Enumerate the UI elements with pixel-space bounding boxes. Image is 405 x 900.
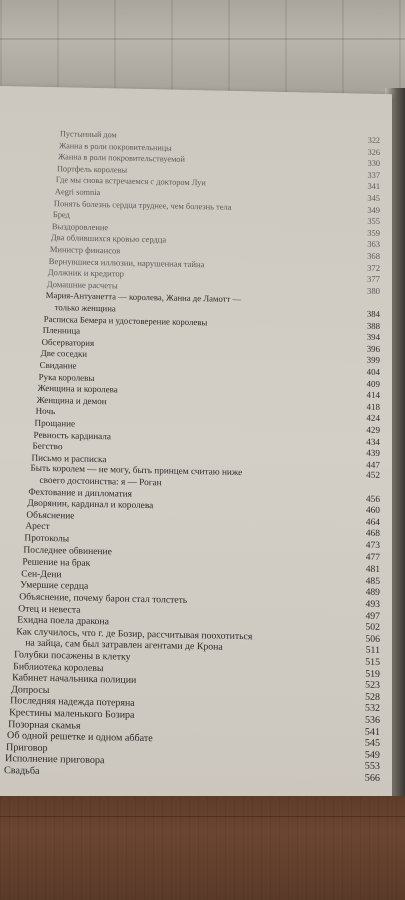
toc-entry-page: 485 bbox=[365, 575, 380, 587]
toc-entry-page: 380 bbox=[367, 285, 380, 296]
toc-entry-title: Последнее обвинение bbox=[23, 545, 112, 557]
toc-entry-title: Кабинет начальника полиции bbox=[12, 672, 137, 687]
toc-entry-page: 349 bbox=[367, 205, 380, 215]
toc-entry-title: Дворянин, кардинал и королева bbox=[27, 498, 154, 512]
toc-entry-page: 549 bbox=[364, 749, 380, 761]
toc-entry bbox=[4, 765, 380, 784]
toc-entry-title: Библиотека королевы bbox=[13, 660, 104, 674]
toc-entry-page: 394 bbox=[366, 331, 380, 343]
toc-entry-page: 566 bbox=[364, 772, 380, 784]
toc-entry-title: Министр финансов bbox=[49, 244, 121, 256]
toc-entry-page: 511 bbox=[365, 645, 380, 657]
toc-entry-title: Свадьба bbox=[4, 765, 40, 777]
toc-entry-title: Пустынный дом bbox=[60, 129, 117, 140]
wooden-surface-top bbox=[0, 0, 405, 96]
toc-entry-page: 545 bbox=[364, 737, 380, 750]
toc-entry-title: Две соседки bbox=[40, 348, 88, 360]
toc-entry-page: 368 bbox=[367, 250, 380, 261]
toc-entry-title: Где мы снова встречаемся с доктором Луи bbox=[55, 175, 206, 188]
toc-entry-title: Бегство bbox=[32, 440, 63, 452]
toc-entry bbox=[17, 614, 380, 634]
toc-entry-page: 363 bbox=[367, 239, 380, 250]
toc-entry-title: Понять болезнь сердца труднее, чем болезнь тела bbox=[53, 198, 232, 212]
toc-entry-title: Женщина и королева bbox=[37, 382, 118, 395]
toc-entry-title: Решение на брак bbox=[22, 556, 91, 570]
toc-entry-page: 493 bbox=[365, 598, 380, 610]
table-of-contents bbox=[0, 128, 385, 784]
toc-entry-title: Должник и кредитор bbox=[47, 267, 124, 279]
toc-entry-title: Пленница bbox=[42, 325, 81, 336]
toc-entry-page: 468 bbox=[365, 529, 380, 540]
toc-entry-page: 447 bbox=[366, 459, 380, 470]
toc-entry-page: 473 bbox=[365, 540, 380, 551]
toc-entry-page: 396 bbox=[366, 343, 380, 354]
toc-entry-page: 528 bbox=[365, 691, 380, 703]
toc-entry-page: 464 bbox=[365, 517, 380, 528]
toc-entry-page: 541 bbox=[364, 726, 380, 738]
toc-entry-title: Объяснение, почему барон стал толстеть bbox=[19, 591, 188, 606]
toc-entry-page: 384 bbox=[366, 308, 380, 319]
toc-entry-page: 523 bbox=[365, 679, 380, 692]
toc-entry-page: 460 bbox=[365, 505, 380, 517]
toc-entry-title: Позорная скамья bbox=[8, 718, 81, 732]
toc-entry-title: Ночь bbox=[35, 406, 56, 417]
toc-entry bbox=[28, 487, 380, 505]
toc-entry-page: 409 bbox=[366, 378, 380, 389]
toc-entry-page: 429 bbox=[366, 424, 380, 435]
toc-entry-title: Два облившихся кровью сердца bbox=[50, 232, 167, 245]
toc-entry-page: 372 bbox=[367, 262, 380, 273]
toc-entry-title: Aegri somnia bbox=[54, 187, 101, 198]
toc-entry-title: Приговор bbox=[6, 741, 48, 754]
toc-entry-page: 355 bbox=[367, 215, 380, 227]
toc-entry-page: 345 bbox=[367, 193, 380, 203]
toc-entry-title: Исполнение приговора bbox=[5, 753, 105, 767]
toc-entry-title: Жанна в роли покровительницы bbox=[58, 140, 172, 153]
toc-entry-title: Свидание bbox=[39, 359, 77, 371]
toc-entry-page: 377 bbox=[367, 273, 380, 285]
toc-entry-title: Домашние расчеты bbox=[46, 278, 118, 291]
toc-entry-title: Как случилось, что г. де Бозир, рассчитывая поохотиться bbox=[16, 626, 253, 643]
toc-entry-title: Умершие сердца bbox=[20, 579, 89, 593]
toc-entry-title: Бред bbox=[52, 209, 70, 220]
toc-entry-page: 337 bbox=[367, 170, 380, 180]
toc-entry bbox=[54, 187, 380, 203]
toc-entry-title: Протоколы bbox=[24, 533, 70, 545]
toc-entry-title: на зайца, сам был затравлен агентами де Крона bbox=[25, 637, 223, 654]
toc-entry-page: 434 bbox=[366, 436, 380, 447]
toc-entry-page: 388 bbox=[366, 320, 380, 331]
toc-entry-page: 502 bbox=[365, 621, 380, 634]
toc-entry-title: Мария-Антуанетта — королева, Жанна де Ламотт — bbox=[45, 290, 242, 305]
toc-entry-page: 489 bbox=[365, 587, 380, 599]
toc-entry-title: Отец и невеста bbox=[18, 602, 81, 616]
toc-entry-title: Голубки посажены в клетку bbox=[14, 649, 131, 663]
toc-entry-page: 424 bbox=[366, 413, 380, 424]
toc-entry-page: 452 bbox=[366, 471, 380, 482]
toc-entry-title: Сен-Дени bbox=[21, 568, 62, 581]
toc-entry-page: 330 bbox=[367, 158, 380, 169]
toc-entry-title: Рука королевы bbox=[38, 371, 95, 383]
toc-entry-title: Об одной решетке и одном аббате bbox=[7, 730, 153, 745]
toc-entry-title: Выздоровление bbox=[51, 220, 109, 233]
toc-entry-title: Ревность кардинала bbox=[33, 429, 111, 441]
toc-entry bbox=[16, 626, 380, 645]
toc-entry bbox=[60, 129, 380, 145]
toc-entry-title: Портфель королевы bbox=[56, 163, 128, 175]
toc-entry-title: Объяснение bbox=[26, 510, 75, 522]
toc-entry-title: Крестины маленького Бозира bbox=[9, 707, 135, 721]
toc-entry-title: Прощание bbox=[34, 417, 76, 429]
toc-entry-page: 532 bbox=[365, 703, 380, 715]
toc-entry-page: 553 bbox=[364, 761, 380, 773]
book-page bbox=[0, 86, 392, 806]
toc-entry-title: Расписка Бемера и удостоверение королевы bbox=[43, 313, 208, 327]
toc-entry-page: 359 bbox=[367, 227, 380, 238]
toc-entry-page: 536 bbox=[364, 714, 380, 726]
toc-entry-title: Быть королем — не могу, быть принцем считаю ниже bbox=[30, 464, 243, 479]
toc-entry-page: 341 bbox=[367, 182, 380, 192]
toc-entry-page: 515 bbox=[365, 656, 380, 668]
toc-entry-page: 414 bbox=[366, 389, 380, 401]
toc-entry-page: 418 bbox=[366, 401, 380, 412]
toc-entry bbox=[31, 452, 380, 470]
toc-entry-page: 439 bbox=[366, 447, 380, 459]
toc-entry-title: Фехтование и дипломатия bbox=[28, 487, 132, 500]
toc-entry-page: 497 bbox=[365, 610, 380, 622]
toc-entry-title: Допросы bbox=[11, 684, 50, 696]
toc-entry-page: 326 bbox=[367, 147, 380, 157]
toc-entry-page: 322 bbox=[367, 135, 380, 145]
toc-entry-title: Женщина и демон bbox=[36, 394, 107, 407]
toc-entry bbox=[57, 152, 380, 169]
toc-entry-title: Жанна в роли покровительствуемой bbox=[57, 152, 185, 165]
toc-entry-title: только женщина bbox=[54, 302, 116, 314]
toc-entry-page: 404 bbox=[366, 366, 380, 377]
toc-entry-title: Обсерватория bbox=[41, 336, 95, 348]
toc-entry-page: 477 bbox=[365, 552, 380, 563]
wooden-surface-bottom bbox=[0, 796, 405, 900]
toc-entry-page: 506 bbox=[365, 633, 380, 645]
toc-entry-page: 399 bbox=[366, 355, 380, 366]
toc-entry-title: Последняя надежда потеряна bbox=[10, 695, 135, 710]
toc-entry-title: Вернувшиеся иллюзии, нарушенная тайна bbox=[48, 255, 205, 269]
toc-entry-title: Ехидна поела дракона bbox=[17, 614, 109, 628]
toc-entry-title: Письмо и расписка bbox=[31, 452, 107, 465]
toc-entry-title: своего достоинства: я — Роган bbox=[39, 475, 162, 489]
toc-entry-page: 481 bbox=[365, 563, 380, 576]
toc-entry-title: Арест bbox=[25, 521, 50, 533]
toc-entry-page: 456 bbox=[366, 494, 380, 505]
toc-entry-page: 519 bbox=[365, 668, 380, 680]
